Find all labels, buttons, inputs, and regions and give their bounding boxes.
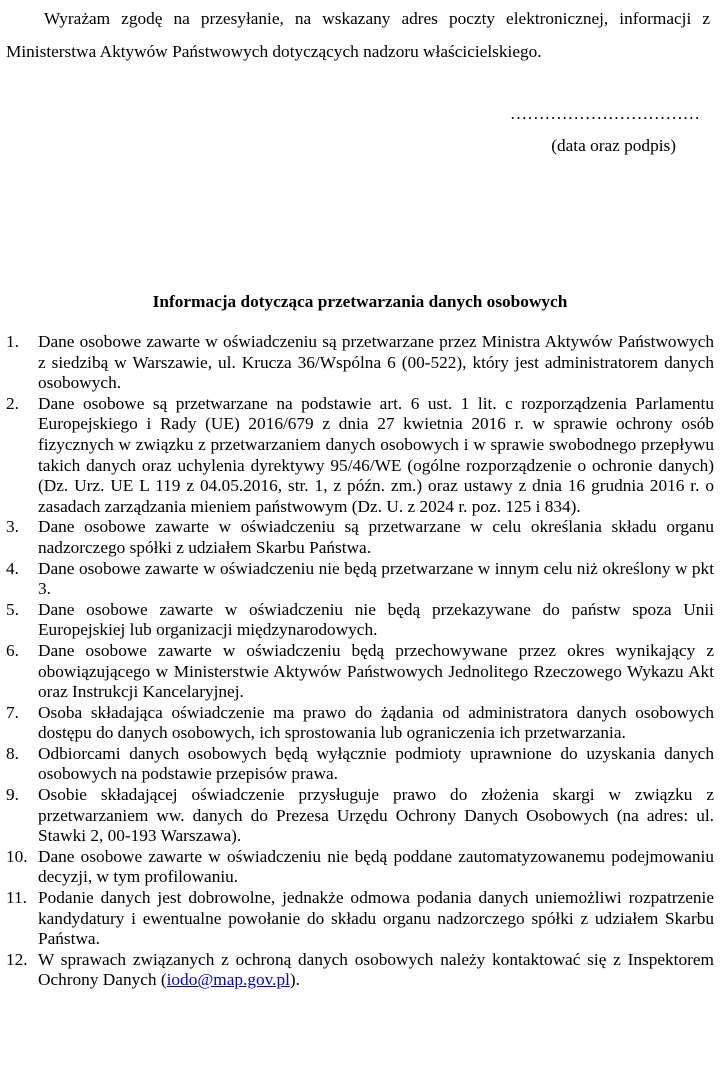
list-item <box>0 847 720 888</box>
list-item <box>0 517 720 558</box>
item-number: 4. <box>6 558 19 578</box>
list-item <box>0 394 720 518</box>
item-number: 12. <box>6 949 28 969</box>
item-text: Dane osobowe zawarte w oświadczeniu są przetwarzane w celu określania składu organu nadzorczego spółki z udziałem Skarbu Państwa. <box>38 517 714 557</box>
item-text <box>38 950 714 990</box>
list-item <box>0 888 720 950</box>
item-number: 7. <box>6 702 19 722</box>
item-text-lead: W sprawach związanych z ochroną danych osobowych należy kontaktować się z Inspektorem Ochrony Danych ( <box>38 949 714 990</box>
item-text: Dane osobowe zawarte w oświadczeniu nie będą poddane zautomatyzowanemu podejmowaniu decyzji, w tym profilowaniu. <box>38 846 714 887</box>
item-text: Osoba składająca oświadczenie ma prawo do żądania od administratora danych osobowych dostępu do danych osobowych, ich sprostowania lub ograniczenia ich przetwarzania. <box>38 702 714 743</box>
list-item <box>0 600 720 641</box>
item-number: 5. <box>6 599 19 619</box>
list-item <box>0 785 720 847</box>
item-text-suffix: ). <box>289 970 300 990</box>
list-item <box>0 950 720 991</box>
item-number: 6. <box>6 640 19 660</box>
item-number: 2. <box>6 393 19 413</box>
list-item <box>0 641 720 703</box>
item-number: 11. <box>6 888 27 908</box>
item-text: Dane osobowe są przetwarzane na podstawie art. 6 ust. 1 lit. c rozporządzenia Parlamentu Europejskiego i Rady (UE) 2016/679 z dnia 27 kwietnia 2016 r. w sprawie ochrony osób fizycznych w związku z przetwarzaniem danych osobowych i w sprawie swobodnego przepływu takich danych oraz uchylenia dyrektywy 95/46/WE (ogólne rozporządzenie o ochronie danych) (Dz. Urz. UE L 119 z 04.05.2016, str. 1, z późn. zm.) oraz ustawy z dnia 16 grudnia 2016 r. o zasadach zarządzania mieniem państwowym (Dz. U. z 2024 r. poz. 125 i 834). <box>38 393 714 516</box>
item-text: Odbiorcami danych osobowych będą wyłącznie podmioty uprawnione do uzyskania danych osobowych na podstawie przepisów prawa. <box>38 743 714 784</box>
item-number: 8. <box>6 743 19 763</box>
item-text: Dane osobowe zawarte w oświadczeniu nie będą przekazywane do państw spoza Unii Europejskiej lub organizacji międzynarodowych. <box>38 599 714 640</box>
consent-statement: Wyrażam zgodę na przesyłanie, na wskazany adres poczty elektronicznej, informacji z Ministerstwa Aktywów Państwowych dotyczących nadzoru właścicielskiego. <box>6 9 710 61</box>
item-text: Osobie składającej oświadczenie przysługuje prawo do złożenia skargi w związku z przetwarzaniem ww. danych do Prezesa Urzędu Ochrony Danych Osobowych (na adres: ul. Stawki 2, 00-193 Warszawa). <box>38 785 714 846</box>
signature-label: (data oraz podpis) <box>551 136 676 155</box>
item-number: 10. <box>6 846 28 866</box>
item-number: 1. <box>6 332 19 351</box>
signature-line: …………………………… <box>509 104 700 123</box>
item-number: 9. <box>6 785 19 805</box>
item-text: Podanie danych jest dobrowolne, jednakże odmowa podania danych uniemożliwi rozpatrzenie kandydatury i ewentualne powołanie do składu organu nadzorczego spółki z udziałem Skarbu Państwa. <box>38 888 714 949</box>
item-text: Dane osobowe zawarte w oświadczeniu nie będą przetwarzane w innym celu niż określony w pkt 3. <box>38 558 714 599</box>
email-link[interactable]: iodo@map.gov.pl <box>166 970 290 990</box>
item-text: Dane osobowe zawarte w oświadczeniu są przetwarzane przez Ministra Aktywów Państwowych z siedzibą w Warszawie, ul. Krucza 36/Wspólna 6 (00-522), który jest administratorem danych osobowych. <box>38 332 714 393</box>
list-item <box>0 703 720 744</box>
item-text: Dane osobowe zawarte w oświadczeniu będą przechowywane przez okres wynikający z obowiązującego w Ministerstwie Aktywów Państwowych Jednolitego Rzeczowego Wykazu Akt oraz Instrukcji Kancelaryjnej. <box>38 640 714 702</box>
section-heading: Informacja dotycząca przetwarzania danych osobowych <box>152 292 568 311</box>
list-item <box>0 332 720 394</box>
list-item <box>0 559 720 600</box>
item-number: 3. <box>6 517 19 537</box>
info-list <box>0 332 720 991</box>
list-item <box>0 744 720 785</box>
